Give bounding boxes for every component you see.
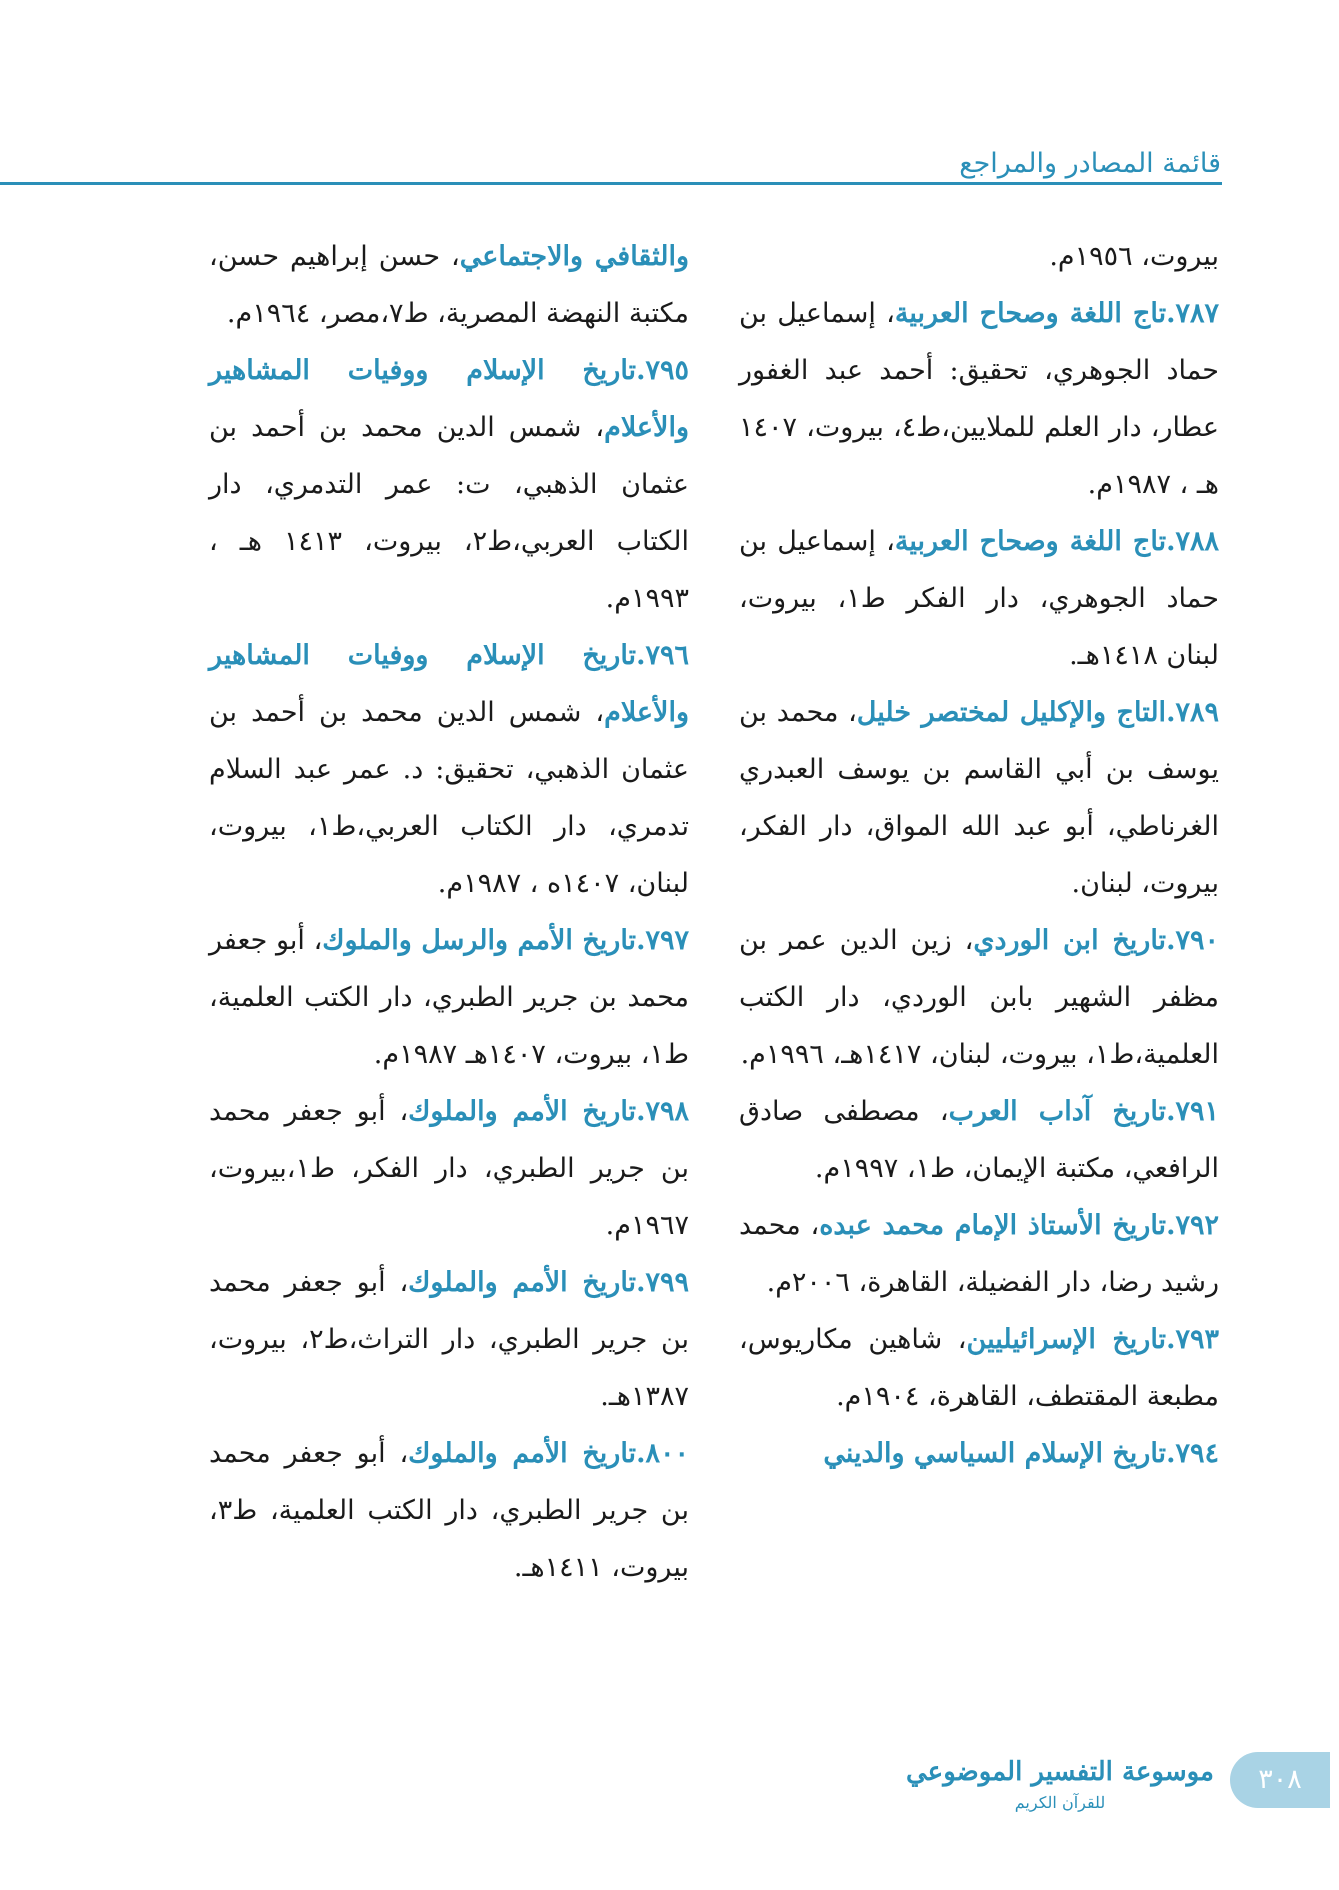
entry-details: ، محمد بن يوسف بن أبي القاسم بن يوسف العبدري الغرناطي، أبو عبد الله المواق، دار الفكر، بيروت، لبنان.: [739, 697, 1219, 899]
entry-details: ، محمد رشيد رضا، دار الفضيلة، القاهرة، ٢٠٠٦م.: [739, 1210, 1219, 1298]
bibliography-entry: [209, 912, 689, 1083]
bibliography-entry: [739, 1197, 1219, 1311]
entry-number: ٧٩٩.: [636, 1267, 689, 1298]
entry-number: ٧٩٣.: [1166, 1324, 1219, 1355]
entry-title: التاج والإكليل لمختصر خليل: [856, 697, 1167, 728]
entry-number: ٧٩٤.: [1166, 1438, 1219, 1469]
entry-title: تاريخ الأمم والملوك: [408, 1438, 637, 1469]
entry-details: ، إسماعيل بن حماد الجوهري، تحقيق: أحمد عبد الغفور عطار، دار العلم للملايين،ط٤، بيروت، ١٤٠٧ هـ ، ١٩٨٧م.: [739, 298, 1219, 500]
bibliography-entry: [739, 1425, 1219, 1482]
logo-sub-text: للقرآن الكريم: [1014, 1793, 1106, 1812]
encyclopedia-logo: [906, 1742, 1214, 1820]
entry-number: ٧٩١.: [1166, 1096, 1219, 1127]
entry-title: تاريخ الأمم والملوك: [408, 1267, 637, 1298]
bibliography-entry: [739, 684, 1219, 912]
entry-number: ٧٨٨.: [1166, 526, 1220, 557]
entry-details: ، أبو جعفر محمد بن جرير الطبري، دار التراث،ط٢، بيروت، ١٣٨٧هـ.: [209, 1267, 690, 1412]
entry-title: تاريخ الإسلام ووفيات المشاهير والأعلام: [209, 640, 689, 728]
entry-details: ، شاهين مكاريوس، مطبعة المقتطف، القاهرة، ١٩٠٤م.: [739, 1324, 1219, 1412]
entry-title: تاريخ آداب العرب: [948, 1096, 1167, 1127]
bibliography-entry: [739, 285, 1219, 513]
left-column: [209, 228, 689, 1596]
entry-details: ، إسماعيل بن حماد الجوهري، دار الفكر ط١، بيروت، لبنان ١٤١٨هـ.: [739, 526, 1219, 671]
page-number-badge: ٣٠٨: [1230, 1752, 1330, 1808]
entry-details: ، زين الدين عمر بن مظفر الشهير بابن الوردي، دار الكتب العلمية،ط١، بيروت، لبنان، ١٤١٧هـ، ١٩٩٦م.: [739, 925, 1219, 1070]
entry-title: تاريخ الأستاذ الإمام محمد عبده: [819, 1210, 1167, 1241]
bibliography-entry: [209, 1425, 689, 1596]
header-rule: [0, 182, 1222, 185]
entry-number: ٨٠٠.: [636, 1438, 689, 1469]
entry-number: ٧٩٢.: [1166, 1210, 1219, 1241]
entry-title: تاريخ الأمم والرسل والملوك: [322, 925, 637, 956]
entry-number: ٧٩٨.: [636, 1096, 689, 1127]
entry-number: ٧٩٦.: [636, 640, 689, 671]
entry-title: تاج اللغة وصحاح العربية: [894, 526, 1167, 557]
entry-title: والثقافي والاجتماعي: [459, 241, 690, 272]
entry-details: ، مصطفى صادق الرافعي، مكتبة الإيمان، ط١، ١٩٩٧م.: [739, 1096, 1219, 1184]
bibliography-entry: [209, 1254, 689, 1425]
bibliography-entry: [209, 627, 689, 912]
entry-number: ٧٨٧.: [1166, 298, 1220, 329]
entry-details: ، شمس الدين محمد بن أحمد بن عثمان الذهبي، ت: عمر التدمري، دار الكتاب العربي،ط٢، بيروت، ١٤١٣ هـ ، ١٩٩٣م.: [209, 412, 689, 614]
bibliography-entry: [209, 228, 689, 342]
entry-details: ، أبو جعفر محمد بن جرير الطبري، دار الفكر، ط١،بيروت، ١٩٦٧م.: [209, 1096, 689, 1241]
bibliography-entry: [739, 513, 1219, 684]
bibliography-entry: [739, 1311, 1219, 1425]
logo-main-text: موسوعة التفسير الموضوعي: [906, 1757, 1214, 1787]
entry-details: ، حسن إبراهيم حسن، مكتبة النهضة المصرية، ط٧،مصر، ١٩٦٤م.: [209, 241, 689, 329]
entry-details: ، أبو جعفر محمد بن جرير الطبري، دار الكتب العلمية، ط١، بيروت، ١٤٠٧هـ ١٩٨٧م.: [209, 925, 689, 1070]
bibliography-entry: [739, 228, 1219, 285]
entry-title: تاريخ الأمم والملوك: [408, 1096, 637, 1127]
entry-number: ٧٨٩.: [1166, 697, 1219, 728]
entry-details: ، أبو جعفر محمد بن جرير الطبري، دار الكتب العلمية، ط٣، بيروت، ١٤١١هـ.: [209, 1438, 689, 1583]
right-column: [739, 228, 1219, 1482]
entry-number: ٧٩٠.: [1166, 925, 1219, 956]
bibliography-entry: [739, 1083, 1219, 1197]
entry-title: تاريخ الإسرائيليين: [966, 1324, 1167, 1355]
entry-title: تاج اللغة وصحاح العربية: [894, 298, 1167, 329]
entry-title: تاريخ الإسلام ووفيات المشاهير والأعلام: [209, 355, 689, 443]
running-header-title: قائمة المصادر والمراجع: [959, 148, 1221, 179]
entry-number: ٧٩٧.: [636, 925, 689, 956]
entry-details: ، شمس الدين محمد بن أحمد بن عثمان الذهبي، تحقيق: د. عمر عبد السلام تدمري، دار الكتاب العربي،ط١، بيروت، لبنان، ١٤٠٧ه ، ١٩٨٧م.: [209, 697, 689, 899]
entry-details: بيروت، ١٩٥٦م.: [1049, 241, 1219, 272]
entry-title: تاريخ ابن الوردي: [973, 925, 1167, 956]
entry-number: ٧٩٥.: [636, 355, 689, 386]
entry-title: تاريخ الإسلام السياسي والديني: [823, 1438, 1167, 1469]
bibliography-entry: [739, 912, 1219, 1083]
bibliography-entry: [209, 342, 689, 627]
bibliography-entry: [209, 1083, 689, 1254]
